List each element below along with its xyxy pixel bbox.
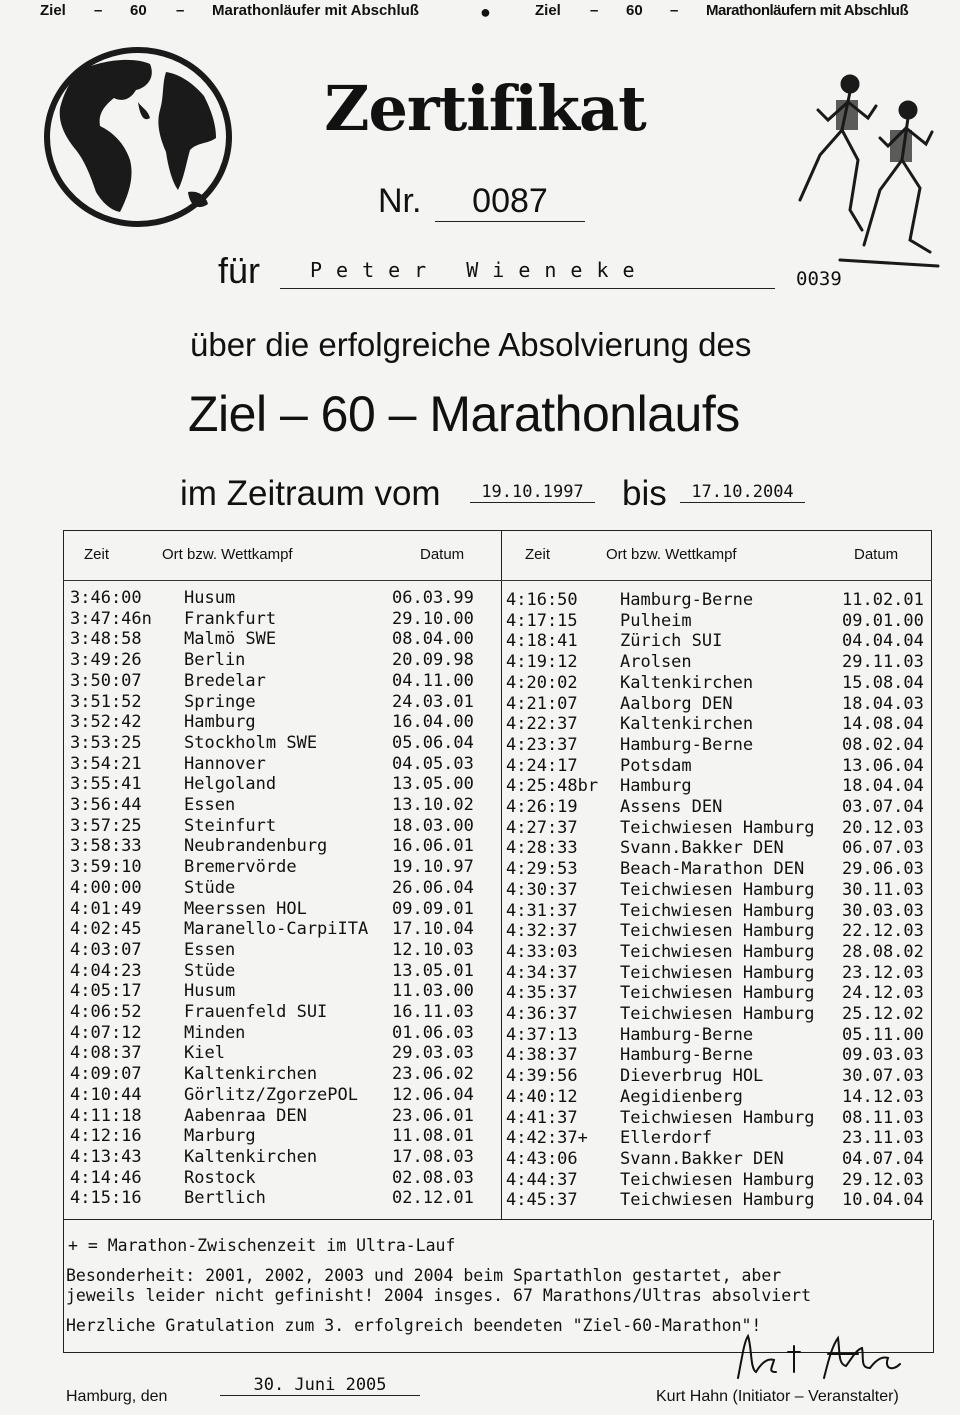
place-cell: Dieverbrug HOL bbox=[620, 1066, 764, 1087]
time-cell: 3:57:25 bbox=[70, 815, 142, 836]
time-cell: 4:07:12 bbox=[70, 1022, 142, 1043]
special-note-2: jeweils leider nicht gefinisht! 2004 insges. 67 Marathons/Ultras absolviert bbox=[66, 1286, 812, 1305]
time-cell: 4:32:37 bbox=[506, 921, 578, 942]
time-cell: 3:59:10 bbox=[70, 857, 142, 878]
date-cell: 26.06.04 bbox=[392, 877, 474, 898]
date-cell: 10.04.04 bbox=[842, 1190, 924, 1211]
time-cell: 4:01:49 bbox=[70, 898, 142, 919]
header-dash: – bbox=[176, 2, 185, 19]
place-cell: Stockholm SWE bbox=[184, 732, 318, 753]
place-cell: Görlitz/ZgorzePOL bbox=[184, 1084, 358, 1105]
date-cell: 30.03.03 bbox=[842, 900, 924, 921]
legend-note: + = Marathon-Zwischenzeit im Ultra-Lauf bbox=[68, 1236, 456, 1255]
table-row bbox=[506, 590, 930, 610]
date-cell: 06.07.03 bbox=[842, 838, 924, 859]
date-cell: 30.07.03 bbox=[842, 1066, 924, 1087]
date-cell: 16.06.01 bbox=[392, 836, 474, 857]
time-cell: 4:13:43 bbox=[70, 1146, 142, 1167]
date-cell: 17.08.03 bbox=[392, 1146, 474, 1167]
place-cell: Beach-Marathon DEN bbox=[620, 859, 805, 880]
table-row bbox=[70, 940, 500, 960]
number-label: Nr. bbox=[378, 182, 422, 220]
place-cell: Teichwiesen Hamburg bbox=[620, 1107, 815, 1128]
table-row bbox=[506, 838, 930, 858]
date-cell: 04.07.04 bbox=[842, 1148, 924, 1169]
table-row bbox=[70, 816, 500, 836]
time-cell: 3:51:52 bbox=[70, 691, 142, 712]
place-cell: Svann.Bakker DEN bbox=[620, 838, 784, 859]
time-cell: 4:44:37 bbox=[506, 1169, 578, 1190]
time-cell: 3:58:33 bbox=[70, 836, 142, 857]
header-ziel-left: Ziel bbox=[40, 2, 66, 19]
place-cell: Teichwiesen Hamburg bbox=[620, 900, 815, 921]
time-cell: 4:14:46 bbox=[70, 1167, 142, 1188]
time-cell: 4:21:07 bbox=[506, 693, 578, 714]
time-cell: 4:38:37 bbox=[506, 1045, 578, 1066]
date-cell: 04.05.03 bbox=[392, 753, 474, 774]
date-cell: 14.12.03 bbox=[842, 1086, 924, 1107]
time-cell: 3:56:44 bbox=[70, 795, 142, 815]
col-header-time-left: Zeit bbox=[84, 546, 110, 563]
col-header-date-left: Datum bbox=[420, 546, 465, 563]
time-cell: 3:47:46n bbox=[70, 608, 152, 629]
date-cell: 08.02.04 bbox=[842, 734, 924, 755]
place-cell: Kaltenkirchen bbox=[620, 672, 754, 693]
place-cell: Helgoland bbox=[184, 774, 277, 795]
place-cell: Stüde bbox=[184, 877, 236, 898]
place-cell: Bredelar bbox=[184, 670, 266, 691]
time-cell: 3:50:07 bbox=[70, 670, 142, 691]
date-cell: 02.12.01 bbox=[392, 1188, 474, 1209]
header-ziel-right: Ziel bbox=[535, 2, 561, 19]
date-cell: 18.03.00 bbox=[392, 815, 474, 836]
certificate-title: Zertifikat bbox=[324, 72, 646, 145]
col-header-place-right: Ort bzw. Wettkampf bbox=[606, 546, 737, 563]
time-cell: 4:42:37+ bbox=[506, 1128, 588, 1149]
date-cell: 15.08.04 bbox=[842, 672, 924, 693]
table-row bbox=[506, 714, 930, 734]
place-cell: Marburg bbox=[184, 1126, 256, 1147]
date-cell: 17.10.04 bbox=[392, 919, 474, 940]
city-label: Hamburg, den bbox=[66, 1388, 168, 1405]
date-cell: 13.10.02 bbox=[392, 795, 474, 815]
date-cell: 09.01.00 bbox=[842, 610, 924, 631]
time-cell: 3:55:41 bbox=[70, 774, 142, 795]
table-row bbox=[506, 1087, 930, 1107]
table-row bbox=[70, 692, 500, 712]
date-cell: 23.12.03 bbox=[842, 962, 924, 983]
date-cell: 16.04.00 bbox=[392, 712, 474, 733]
place-cell: Neubrandenburg bbox=[184, 836, 328, 857]
place-cell: Hannover bbox=[184, 753, 266, 774]
time-cell: 4:31:37 bbox=[506, 900, 578, 921]
table-row bbox=[506, 880, 930, 900]
place-cell: Svann.Bakker DEN bbox=[620, 1148, 784, 1169]
date-cell: 29.10.00 bbox=[392, 608, 474, 629]
time-cell: 3:48:58 bbox=[70, 629, 142, 650]
date-cell: 03.07.04 bbox=[842, 797, 924, 817]
time-cell: 4:19:12 bbox=[506, 652, 578, 673]
signer-label: Kurt Hahn (Initiator – Veranstalter) bbox=[656, 1388, 899, 1405]
table-row bbox=[70, 1064, 500, 1084]
table-row bbox=[506, 818, 930, 838]
time-cell: 4:12:16 bbox=[70, 1126, 142, 1147]
time-cell: 3:52:42 bbox=[70, 712, 142, 733]
fuer-label: für bbox=[218, 250, 261, 291]
date-cell: 13.06.04 bbox=[842, 755, 924, 776]
place-cell: Hamburg-Berne bbox=[620, 1045, 754, 1066]
table-row bbox=[70, 733, 500, 753]
date-cell: 18.04.04 bbox=[842, 776, 924, 797]
time-cell: 4:36:37 bbox=[506, 1004, 578, 1024]
time-cell: 4:45:37 bbox=[506, 1190, 578, 1211]
place-cell: Meerssen HOL bbox=[184, 898, 307, 919]
date-cell: 28.08.02 bbox=[842, 941, 924, 962]
table-row bbox=[506, 1149, 930, 1169]
place-cell: Teichwiesen Hamburg bbox=[620, 1004, 815, 1024]
table-row bbox=[506, 735, 930, 755]
date-cell: 11.08.01 bbox=[392, 1126, 474, 1147]
table-row bbox=[70, 1043, 500, 1063]
place-cell: Frauenfeld SUI bbox=[184, 1002, 328, 1022]
col-header-place-left: Ort bzw. Wettkampf bbox=[162, 546, 293, 563]
place-cell: Hamburg bbox=[184, 712, 256, 733]
table-row bbox=[70, 774, 500, 794]
table-row bbox=[506, 756, 930, 776]
table-row bbox=[506, 1004, 930, 1024]
place-cell: Hamburg bbox=[620, 776, 692, 797]
place-cell: Teichwiesen Hamburg bbox=[620, 1190, 815, 1211]
time-cell: 4:27:37 bbox=[506, 817, 578, 838]
place-cell: Husum bbox=[184, 981, 236, 1002]
table-row bbox=[70, 1106, 500, 1126]
table-row bbox=[70, 899, 500, 919]
time-cell: 4:29:53 bbox=[506, 859, 578, 880]
date-cell: 14.08.04 bbox=[842, 714, 924, 735]
date-cell: 11.03.00 bbox=[392, 981, 474, 1002]
place-cell: Arolsen bbox=[620, 652, 692, 673]
place-cell: Berlin bbox=[184, 650, 246, 671]
time-cell: 3:54:21 bbox=[70, 753, 142, 774]
table-row bbox=[506, 694, 930, 714]
place-cell: Minden bbox=[184, 1022, 246, 1043]
place-cell: Kaltenkirchen bbox=[184, 1146, 318, 1167]
time-cell: 4:22:37 bbox=[506, 714, 578, 735]
time-cell: 4:24:17 bbox=[506, 755, 578, 776]
table-row bbox=[506, 611, 930, 631]
certificate-number: 0087 bbox=[435, 182, 585, 222]
table-row bbox=[70, 981, 500, 1001]
table-row bbox=[506, 1128, 930, 1148]
time-cell: 4:33:03 bbox=[506, 941, 578, 962]
place-cell: Teichwiesen Hamburg bbox=[620, 1169, 815, 1190]
place-cell: Assens DEN bbox=[620, 797, 723, 817]
table-row bbox=[70, 919, 500, 939]
place-cell: Hamburg-Berne bbox=[620, 590, 754, 610]
header-dash: – bbox=[590, 2, 599, 19]
table-row bbox=[506, 776, 930, 796]
date-cell: 09.03.03 bbox=[842, 1045, 924, 1066]
table-row bbox=[506, 1190, 930, 1210]
place-cell: Maranello-CarpiITA bbox=[184, 919, 369, 940]
table-row bbox=[70, 712, 500, 732]
table-row bbox=[70, 857, 500, 877]
date-cell: 24.03.01 bbox=[392, 691, 474, 712]
recipient-name: Peter Wieneke bbox=[280, 258, 775, 289]
table-row bbox=[70, 1188, 500, 1208]
congratulations-note: Herzliche Gratulation zum 3. erfolgreich beendeten "Ziel-60-Marathon"! bbox=[66, 1316, 762, 1335]
time-cell: 4:08:37 bbox=[70, 1043, 142, 1064]
date-cell: 20.12.03 bbox=[842, 817, 924, 838]
time-cell: 4:15:16 bbox=[70, 1188, 142, 1209]
signature-icon bbox=[728, 1328, 908, 1388]
table-row bbox=[506, 1045, 930, 1065]
date-cell: 12.10.03 bbox=[392, 939, 474, 960]
date-cell: 12.06.04 bbox=[392, 1084, 474, 1105]
header-60-left: 60 bbox=[130, 2, 147, 19]
date-cell: 01.06.03 bbox=[392, 1022, 474, 1043]
time-cell: 3:46:00 bbox=[70, 588, 142, 608]
time-cell: 4:03:07 bbox=[70, 939, 142, 960]
table-row bbox=[506, 652, 930, 672]
col-header-date-right: Datum bbox=[854, 546, 899, 563]
time-cell: 4:17:15 bbox=[506, 610, 578, 631]
table-row bbox=[506, 1170, 930, 1190]
event-name: Ziel – 60 – Marathonlaufs bbox=[188, 386, 740, 442]
place-cell: Hamburg-Berne bbox=[620, 1024, 754, 1045]
table-row bbox=[506, 942, 930, 962]
time-cell: 4:28:33 bbox=[506, 838, 578, 859]
place-cell: Steinfurt bbox=[184, 815, 277, 836]
date-cell: 22.12.03 bbox=[842, 921, 924, 942]
table-row bbox=[70, 671, 500, 691]
header-60-right: 60 bbox=[626, 2, 643, 19]
place-cell: Teichwiesen Hamburg bbox=[620, 817, 815, 838]
recipient-code: 0039 bbox=[796, 268, 842, 290]
date-cell: 29.03.03 bbox=[392, 1043, 474, 1064]
time-cell: 4:30:37 bbox=[506, 879, 578, 900]
place-cell: Bertlich bbox=[184, 1188, 266, 1209]
table-row bbox=[506, 921, 930, 941]
table-row bbox=[506, 1066, 930, 1086]
time-cell: 4:10:44 bbox=[70, 1084, 142, 1105]
date-cell: 02.08.03 bbox=[392, 1167, 474, 1188]
time-cell: 4:26:19 bbox=[506, 797, 578, 817]
date-cell: 30.11.03 bbox=[842, 879, 924, 900]
table-row bbox=[506, 1025, 930, 1045]
place-cell: Aabenraa DEN bbox=[184, 1105, 307, 1126]
date-cell: 20.09.98 bbox=[392, 650, 474, 671]
time-cell: 4:02:45 bbox=[70, 919, 142, 940]
table-row bbox=[70, 1002, 500, 1022]
time-cell: 4:41:37 bbox=[506, 1107, 578, 1128]
table-row bbox=[70, 1147, 500, 1167]
place-cell: Stüde bbox=[184, 960, 236, 981]
place-cell: Teichwiesen Hamburg bbox=[620, 941, 815, 962]
time-cell: 4:40:12 bbox=[506, 1086, 578, 1107]
time-cell: 4:23:37 bbox=[506, 734, 578, 755]
place-cell: Kaltenkirchen bbox=[184, 1064, 318, 1085]
date-cell: 08.04.00 bbox=[392, 629, 474, 650]
date-cell: 29.12.03 bbox=[842, 1169, 924, 1190]
place-cell: Aegidienberg bbox=[620, 1086, 743, 1107]
place-cell: Springe bbox=[184, 691, 256, 712]
table-row bbox=[70, 1085, 500, 1105]
time-cell: 4:11:18 bbox=[70, 1105, 142, 1126]
date-cell: 18.04.03 bbox=[842, 693, 924, 714]
table-row bbox=[70, 795, 500, 815]
place-cell: Teichwiesen Hamburg bbox=[620, 879, 815, 900]
place-cell: Frankfurt bbox=[184, 608, 277, 629]
globe-icon bbox=[38, 42, 238, 232]
time-cell: 4:00:00 bbox=[70, 877, 142, 898]
date-to: 17.10.2004 bbox=[680, 482, 805, 503]
sign-date: 30. Juni 2005 bbox=[220, 1375, 420, 1396]
date-cell: 29.11.03 bbox=[842, 652, 924, 673]
time-cell: 4:20:02 bbox=[506, 672, 578, 693]
date-cell: 16.11.03 bbox=[392, 1002, 474, 1022]
header-text-left: Marathonläufer mit Abschluß bbox=[212, 2, 419, 19]
place-cell: Malmö SWE bbox=[184, 629, 277, 650]
table-row bbox=[506, 1108, 930, 1128]
table-row bbox=[506, 859, 930, 879]
time-cell: 4:34:37 bbox=[506, 962, 578, 983]
time-cell: 4:39:56 bbox=[506, 1066, 578, 1087]
place-cell: Essen bbox=[184, 795, 236, 815]
place-cell: Ellerdorf bbox=[620, 1128, 713, 1149]
date-cell: 05.11.00 bbox=[842, 1024, 924, 1045]
time-cell: 4:06:52 bbox=[70, 1002, 142, 1022]
header-rule bbox=[63, 580, 932, 581]
place-cell: Essen bbox=[184, 939, 236, 960]
table-row bbox=[506, 631, 930, 651]
table-row bbox=[70, 1168, 500, 1188]
table-row bbox=[70, 629, 500, 649]
bullet-icon: ● bbox=[480, 2, 491, 22]
place-cell: Kiel bbox=[184, 1043, 225, 1064]
time-cell: 3:53:25 bbox=[70, 732, 142, 753]
table-row bbox=[70, 961, 500, 981]
time-cell: 4:05:17 bbox=[70, 981, 142, 1002]
table-row bbox=[70, 650, 500, 670]
place-cell: Zürich SUI bbox=[620, 631, 723, 652]
table-divider bbox=[501, 530, 502, 1220]
date-cell: 11.02.01 bbox=[842, 590, 924, 610]
place-cell: Potsdam bbox=[620, 755, 692, 776]
date-cell: 08.11.03 bbox=[842, 1107, 924, 1128]
time-cell: 4:04:23 bbox=[70, 960, 142, 981]
place-cell: Kaltenkirchen bbox=[620, 714, 754, 735]
table-row bbox=[70, 1126, 500, 1146]
date-cell: 09.09.01 bbox=[392, 898, 474, 919]
runners-icon bbox=[780, 70, 940, 270]
date-from: 19.10.1997 bbox=[470, 482, 595, 503]
table-row bbox=[506, 963, 930, 983]
header-dash: – bbox=[670, 2, 679, 19]
date-cell: 23.06.02 bbox=[392, 1064, 474, 1085]
date-cell: 24.12.03 bbox=[842, 983, 924, 1004]
place-cell: Bremervörde bbox=[184, 857, 297, 878]
col-header-time-right: Zeit bbox=[525, 546, 551, 563]
time-cell: 4:35:37 bbox=[506, 983, 578, 1004]
place-cell: Teichwiesen Hamburg bbox=[620, 921, 815, 942]
table-row bbox=[506, 983, 930, 1003]
place-cell: Rostock bbox=[184, 1167, 256, 1188]
place-cell: Hamburg-Berne bbox=[620, 734, 754, 755]
time-cell: 4:25:48br bbox=[506, 776, 599, 797]
date-cell: 13.05.01 bbox=[392, 960, 474, 981]
date-cell: 23.11.03 bbox=[842, 1128, 924, 1149]
date-cell: 19.10.97 bbox=[392, 857, 474, 878]
header-strip bbox=[0, 0, 960, 26]
time-cell: 4:09:07 bbox=[70, 1064, 142, 1085]
table-row bbox=[70, 609, 500, 629]
time-cell: 4:43:06 bbox=[506, 1148, 578, 1169]
table-row bbox=[70, 588, 500, 608]
date-cell: 13.05.00 bbox=[392, 774, 474, 795]
table-row bbox=[70, 878, 500, 898]
date-cell: 04.04.04 bbox=[842, 631, 924, 652]
date-cell: 05.06.04 bbox=[392, 732, 474, 753]
intro-line: über die erfolgreiche Absolvierung des bbox=[190, 326, 752, 363]
date-cell: 29.06.03 bbox=[842, 859, 924, 880]
table-row bbox=[506, 797, 930, 817]
date-cell: 23.06.01 bbox=[392, 1105, 474, 1126]
place-cell: Aalborg DEN bbox=[620, 693, 733, 714]
date-cell: 04.11.00 bbox=[392, 670, 474, 691]
table-row bbox=[70, 1023, 500, 1043]
date-cell: 06.03.99 bbox=[392, 588, 474, 608]
header-text-right: Marathonläufern mit Abschluß bbox=[706, 2, 909, 19]
time-cell: 4:18:41 bbox=[506, 631, 578, 652]
table-row bbox=[506, 673, 930, 693]
special-note-1: Besonderheit: 2001, 2002, 2003 und 2004 beim Spartathlon gestartet, aber bbox=[66, 1266, 782, 1285]
table-row bbox=[70, 754, 500, 774]
time-cell: 4:16:50 bbox=[506, 590, 578, 610]
place-cell: Teichwiesen Hamburg bbox=[620, 983, 815, 1004]
table-row bbox=[70, 836, 500, 856]
time-cell: 3:49:26 bbox=[70, 650, 142, 671]
bis-label: bis bbox=[622, 474, 667, 513]
place-cell: Pulheim bbox=[620, 610, 692, 631]
time-cell: 4:37:13 bbox=[506, 1024, 578, 1045]
table-row bbox=[506, 901, 930, 921]
period-label: im Zeitraum vom bbox=[180, 474, 441, 513]
place-cell: Teichwiesen Hamburg bbox=[620, 962, 815, 983]
header-dash: – bbox=[94, 2, 103, 19]
place-cell: Husum bbox=[184, 588, 236, 608]
date-cell: 25.12.02 bbox=[842, 1004, 924, 1024]
